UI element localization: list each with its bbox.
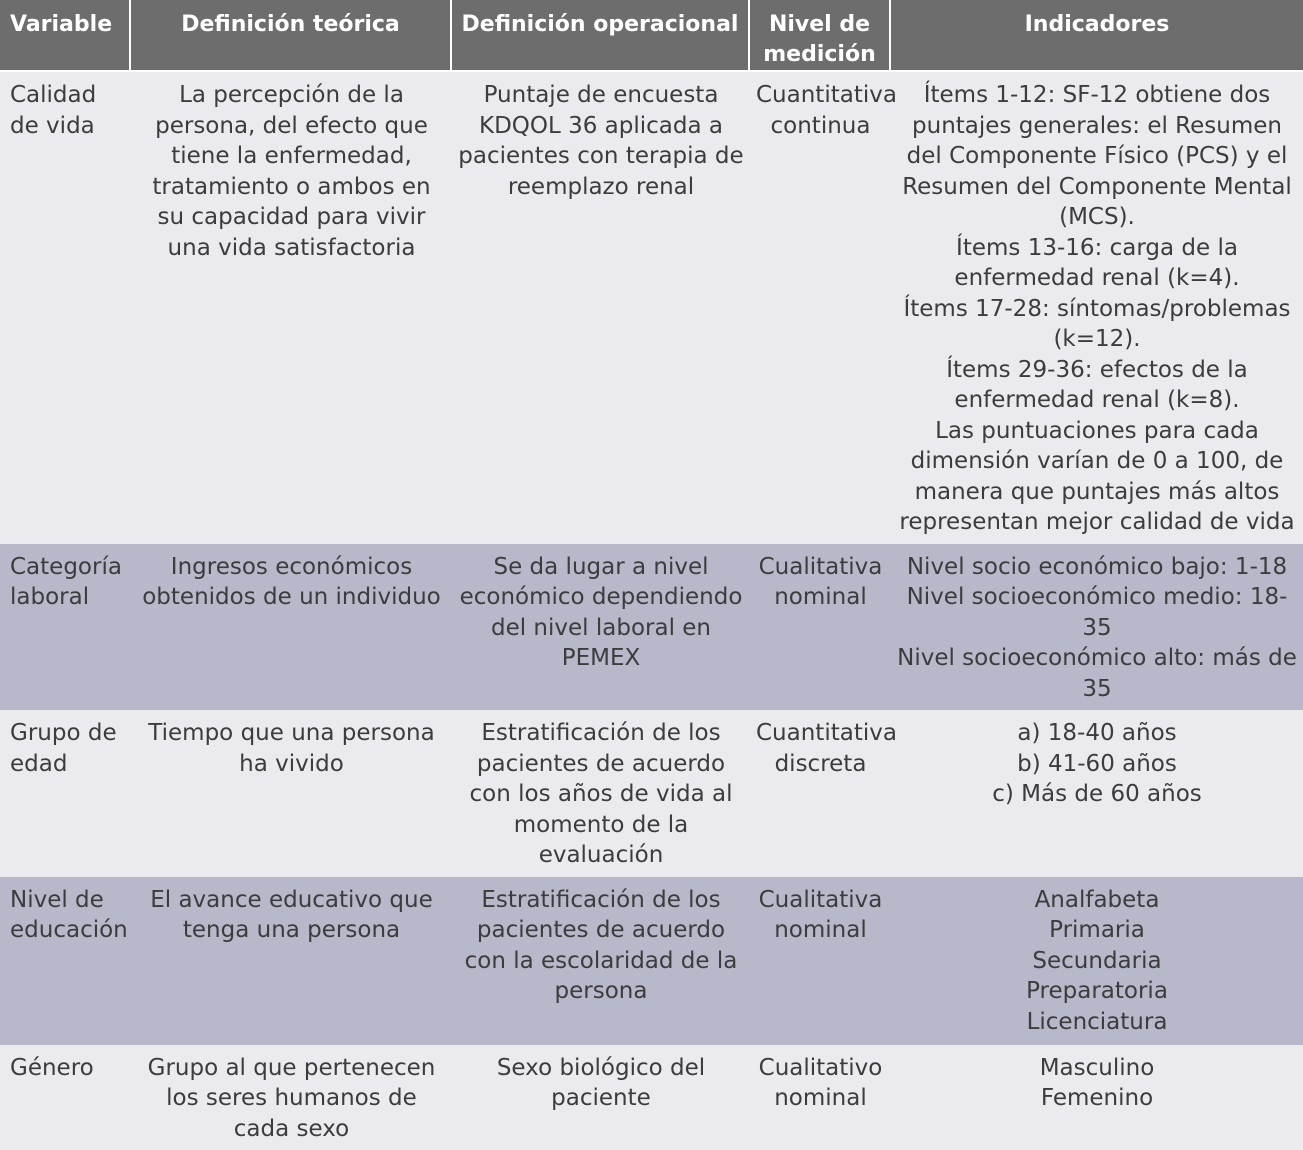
- indicador-item: Ítems 1-12: SF-12 obtiene dos puntajes generales: el Resumen del Componente Físico (PCS) y el Resumen del Componente Mental (MCS).: [897, 80, 1297, 233]
- table-row: [0, 544, 1303, 711]
- table-row: [0, 877, 1303, 1045]
- header-variable: Variable: [0, 0, 131, 72]
- indicador-item: Ítems 29-36: efectos de la enfermedad renal (k=8).: [897, 355, 1297, 416]
- cell-definicion-teorica: Grupo al que pertenecen los seres humanos de cada sexo: [131, 1045, 452, 1150]
- indicador-item: Analfabeta: [897, 885, 1297, 916]
- cell-definicion-teorica: La percepción de la persona, del efecto que tiene la enfermedad, tratamiento o ambos en su capacidad para vivir una vida satisfactoria: [131, 72, 452, 544]
- cell-variable: Género: [0, 1045, 131, 1150]
- indicador-item: Masculino: [897, 1053, 1297, 1084]
- cell-nivel-medicion: Cuantitativa continua: [750, 72, 891, 544]
- indicador-item: b) 41-60 años: [897, 749, 1297, 780]
- cell-indicadores: [891, 710, 1303, 877]
- header-nivel-medicion: Nivel de medición: [750, 0, 891, 72]
- cell-nivel-medicion: Cualitativa nominal: [750, 877, 891, 1045]
- indicador-item: Primaria: [897, 915, 1297, 946]
- table-row: [0, 710, 1303, 877]
- header-indicadores: Indicadores: [891, 0, 1303, 72]
- indicador-item: Ítems 17-28: síntomas/problemas (k=12).: [897, 294, 1297, 355]
- cell-definicion-operacional: Estratificación de los pacientes de acuerdo con los años de vida al momento de la evaluación: [452, 710, 750, 877]
- header-definicion-operacional: Definición operacional: [452, 0, 750, 72]
- indicador-item: c) Más de 60 años: [897, 779, 1297, 810]
- cell-definicion-teorica: El avance educativo que tenga una persona: [131, 877, 452, 1045]
- header-definicion-teorica: Definición teórica: [131, 0, 452, 72]
- cell-variable: Calidad de vida: [0, 72, 131, 544]
- indicador-item: Licenciatura: [897, 1007, 1297, 1038]
- indicador-item: Femenino: [897, 1083, 1297, 1114]
- cell-definicion-operacional: Se da lugar a nivel económico dependiendo del nivel laboral en PEMEX: [452, 544, 750, 711]
- cell-definicion-operacional: Estratificación de los pacientes de acuerdo con la escolaridad de la persona: [452, 877, 750, 1045]
- cell-indicadores: [891, 544, 1303, 711]
- indicador-item: Secundaria: [897, 946, 1297, 977]
- cell-indicadores: [891, 1045, 1303, 1150]
- table-row: [0, 1045, 1303, 1150]
- indicador-item: Nivel socio económico bajo: 1-18: [897, 552, 1297, 583]
- indicador-item: Las puntuaciones para cada dimensión varían de 0 a 100, de manera que puntajes más altos representan mejor calidad de vida: [897, 416, 1297, 538]
- indicador-item: Nivel socioeconómico medio: 18-35: [897, 582, 1297, 643]
- header-row: [0, 0, 1303, 72]
- indicador-item: Preparatoria: [897, 976, 1297, 1007]
- cell-definicion-operacional: Sexo biológico del paciente: [452, 1045, 750, 1150]
- cell-nivel-medicion: Cualitativo nominal: [750, 1045, 891, 1150]
- cell-nivel-medicion: Cualitativa nominal: [750, 544, 891, 711]
- cell-variable: Grupo de edad: [0, 710, 131, 877]
- cell-variable: Categoría laboral: [0, 544, 131, 711]
- indicador-item: Ítems 13-16: carga de la enfermedad renal (k=4).: [897, 233, 1297, 294]
- cell-indicadores: [891, 877, 1303, 1045]
- cell-definicion-teorica: Tiempo que una persona ha vivido: [131, 710, 452, 877]
- cell-definicion-operacional: Puntaje de encuesta KDQOL 36 aplicada a pacientes con terapia de reemplazo renal: [452, 72, 750, 544]
- cell-nivel-medicion: Cuantitativa discreta: [750, 710, 891, 877]
- cell-indicadores: [891, 72, 1303, 544]
- table-row: [0, 72, 1303, 544]
- cell-variable: Nivel de educación: [0, 877, 131, 1045]
- indicador-item: a) 18-40 años: [897, 718, 1297, 749]
- indicador-item: Nivel socioeconómico alto: más de 35: [897, 643, 1297, 704]
- cell-definicion-teorica: Ingresos económicos obtenidos de un individuo: [131, 544, 452, 711]
